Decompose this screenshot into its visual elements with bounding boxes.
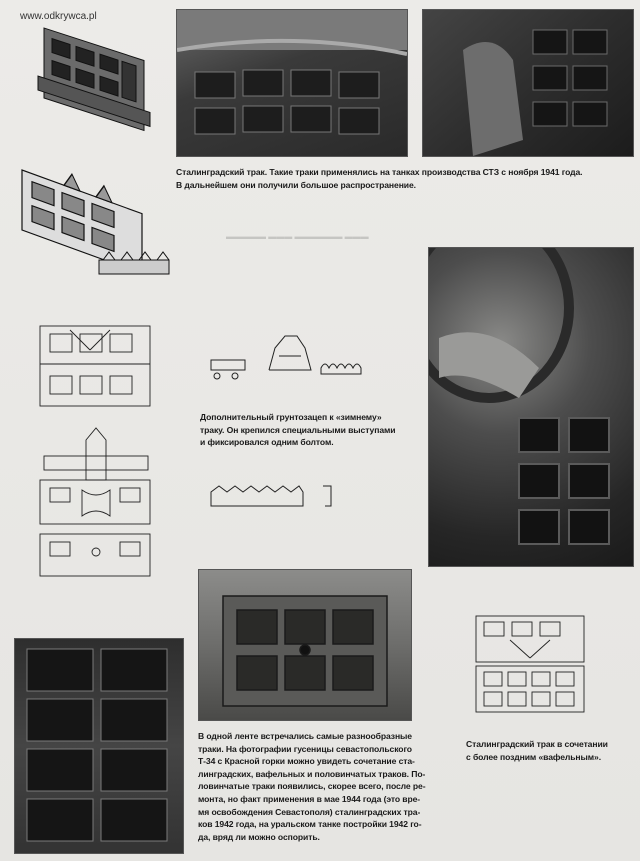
grouser-side-drawing <box>205 478 345 512</box>
caption-line: В дальнейшем они получили большое распространение. <box>176 179 416 190</box>
photo-track-run <box>14 638 184 854</box>
photo-single-track-link <box>198 569 412 721</box>
caption-grouser <box>200 411 420 449</box>
grouser-profile-drawings <box>205 330 370 385</box>
photo-track-on-tank <box>176 9 408 157</box>
caption-line: и фиксировался одним болтом. <box>200 437 334 448</box>
track-link-drawings <box>14 20 179 300</box>
photo-track-closeup <box>422 9 634 157</box>
caption-line: да, вряд ли можно оспорить. <box>198 831 320 842</box>
caption-line: траку. Он крепился специальными выступами <box>200 424 396 435</box>
combined-track-drawing <box>470 610 590 720</box>
caption-stalingrad-track <box>176 166 636 191</box>
caption-line: Сталинградский трак. Такие траки применялись на танках производства СТЗ с ноября 1941 года. <box>176 167 583 177</box>
bleed-through-text: ▬▬▬▬▬ ▬▬▬ ▬▬▬▬▬▬ ▬▬▬ <box>226 232 369 241</box>
caption-line: мя освобождения Севастополя) сталинградских тра- <box>198 806 421 817</box>
caption-line: с более поздним «вафельным». <box>466 751 601 762</box>
caption-line: линградских, вафельных и половинчатых траков. По- <box>198 768 426 779</box>
watermark: www.odkrywca.pl <box>20 11 97 22</box>
caption-line: ловинчатые траки появились, скорее всего, после ре- <box>198 781 426 792</box>
caption-line: ков 1942 года, на уральском танке постройки 1942 го- <box>198 819 422 830</box>
caption-line: Сталинградский трак в сочетании <box>466 739 608 749</box>
caption-line: Т-34 с Красной горки можно увидеть сочетание ста- <box>198 756 415 767</box>
caption-line: Дополнительный грунтозацеп к «зимнему» <box>200 412 382 422</box>
caption-mixed-tracks <box>198 730 438 843</box>
caption-line: В одной ленте встречались самые разнообразные <box>198 731 412 741</box>
caption-combined-track <box>466 738 636 763</box>
caption-line: монта, но факт применения в мае 1944 года (это вре- <box>198 793 421 804</box>
photo-drive-sprocket-track <box>428 247 634 567</box>
caption-line: траки. На фотографии гусеницы севастопольского <box>198 743 412 754</box>
track-plan-drawings <box>30 320 160 590</box>
